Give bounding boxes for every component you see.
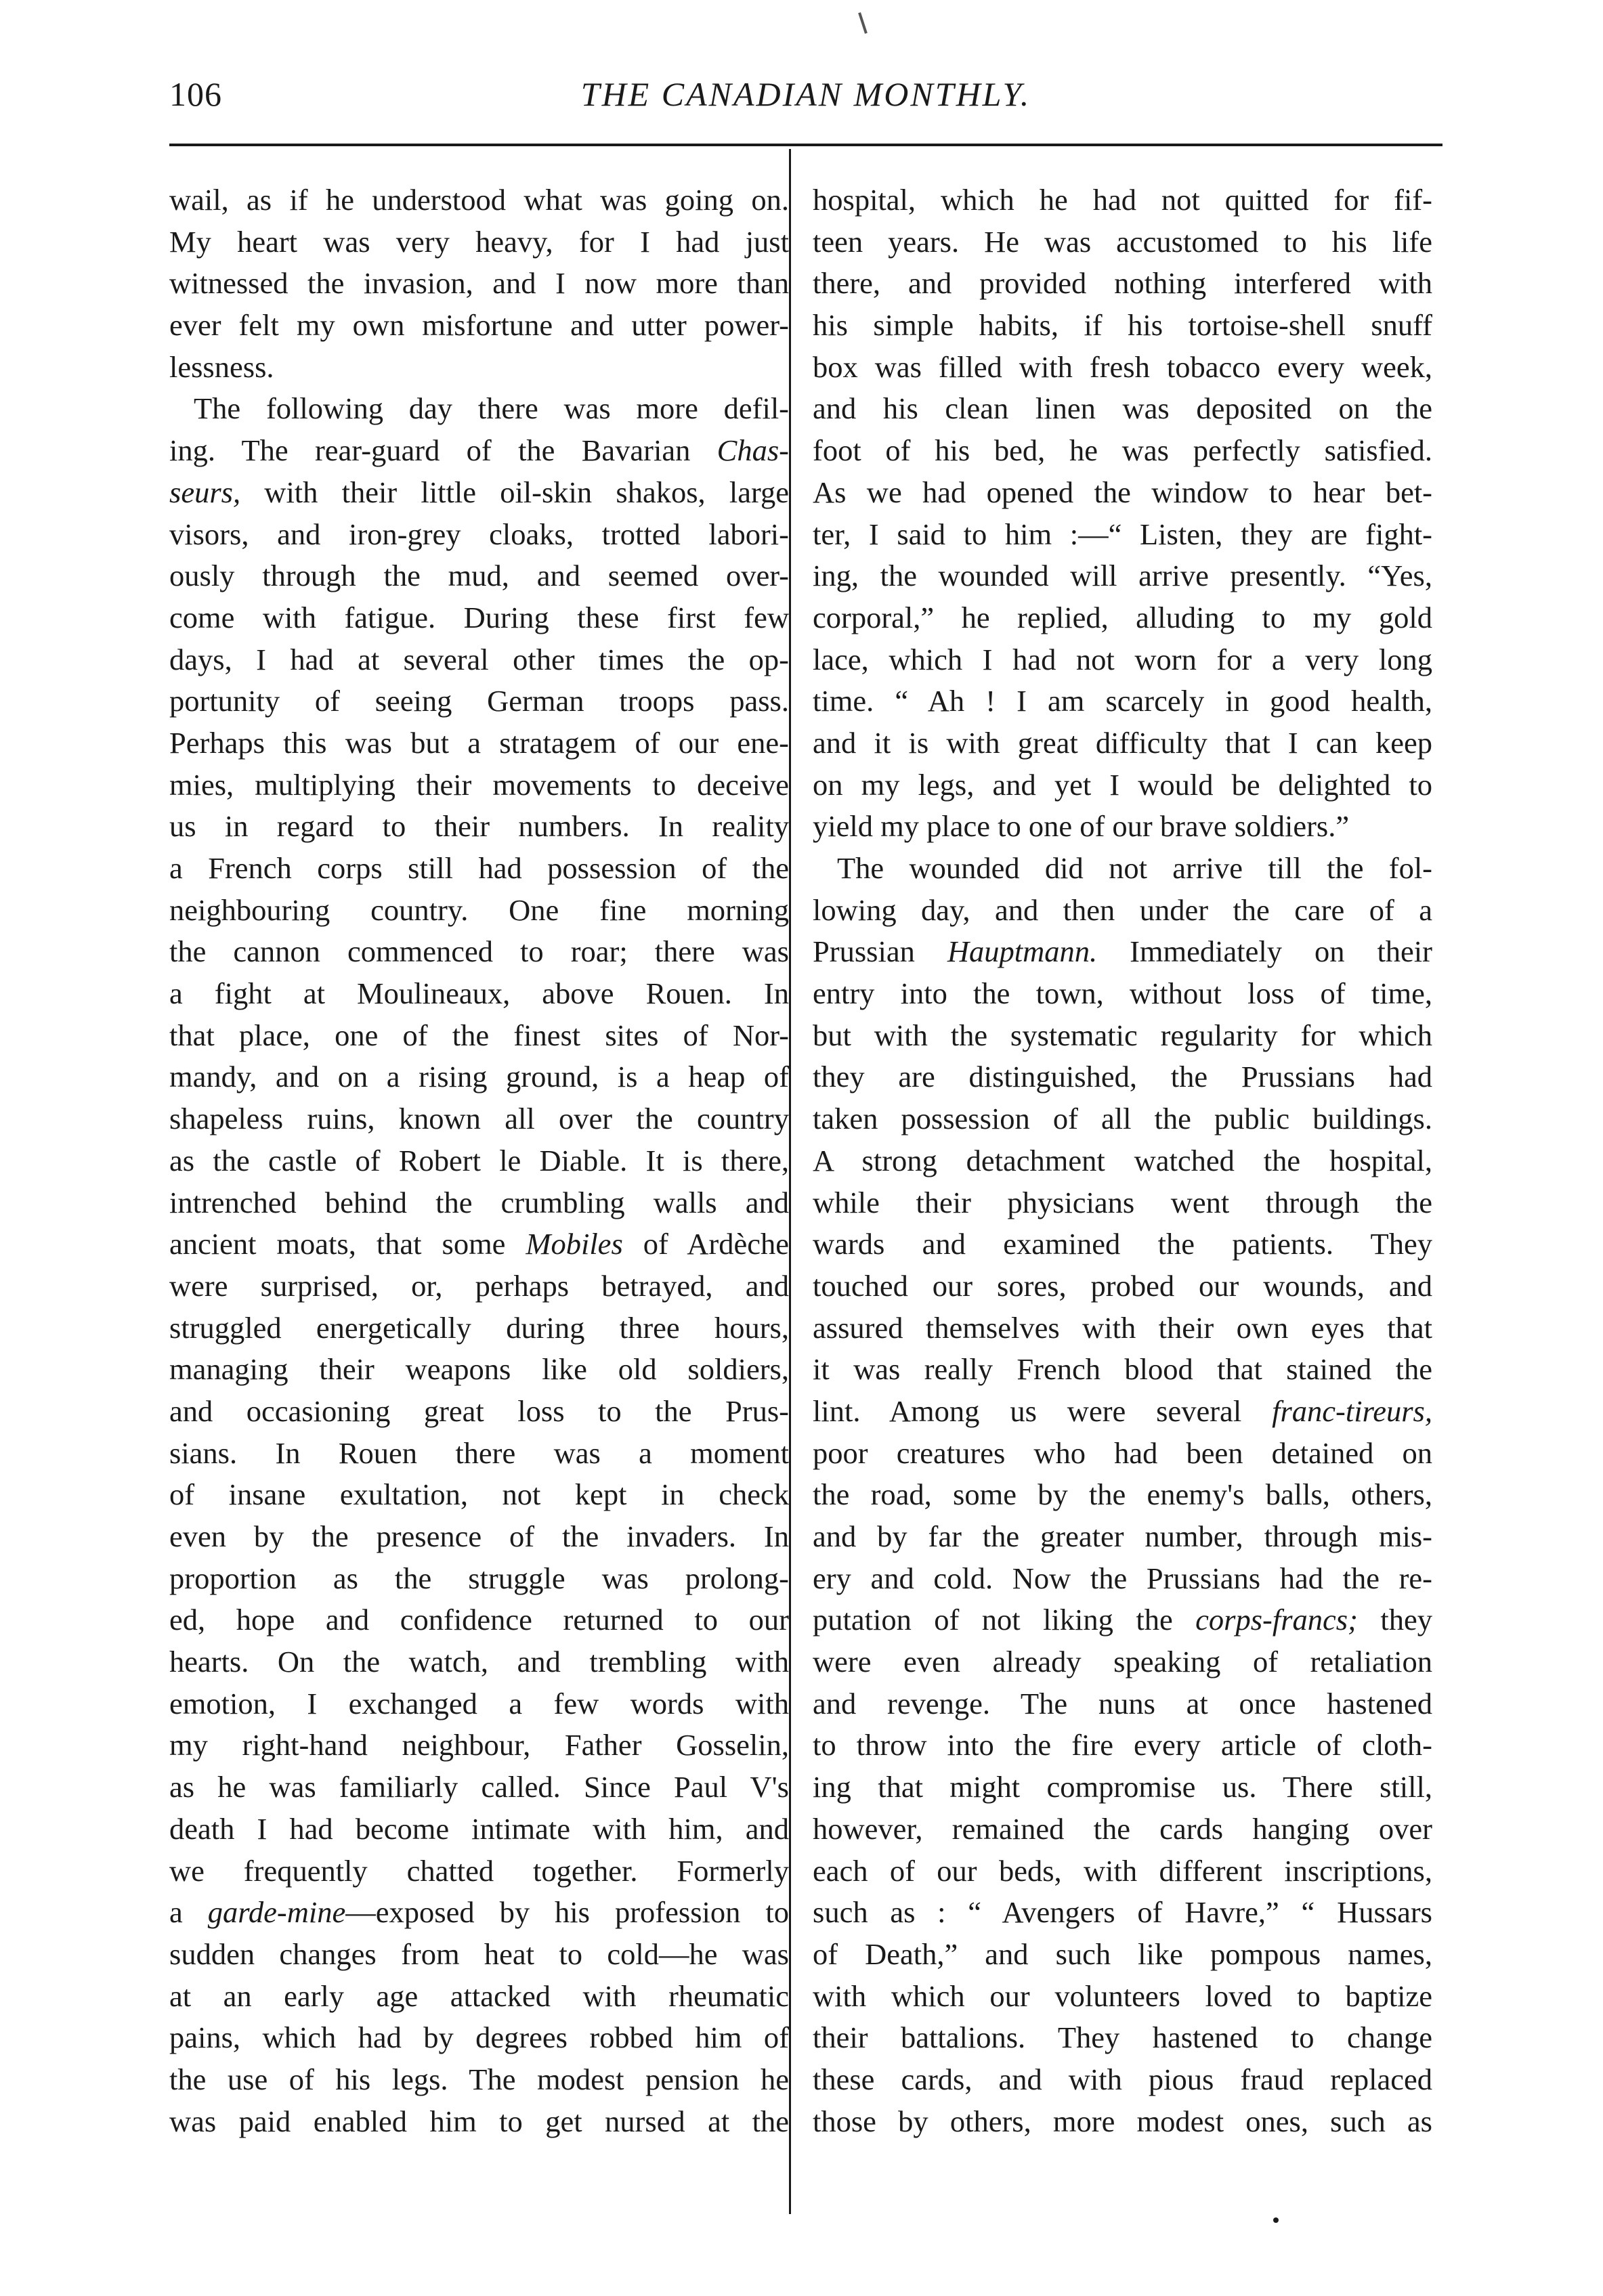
text-run: the use of his legs. The modest pension he — [169, 2062, 789, 2096]
text-run: while their physicians went through the — [813, 1185, 1432, 1219]
text-line — [813, 1808, 1432, 1850]
text-run: were surprised, or, perhaps betrayed, and — [169, 1268, 789, 1303]
header-rule — [169, 144, 1442, 146]
text-line — [813, 1599, 1432, 1641]
text-run: entry into the town, without loss of time, — [813, 976, 1432, 1011]
text-run: hospital, which he had not quitted for fif- — [813, 183, 1432, 217]
text-run: ed, hope and confidence returned to our — [169, 1603, 789, 1637]
text-run: ing that might compromise us. There still, — [813, 1770, 1432, 1804]
text-run: they are distinguished, the Prussians had — [813, 1060, 1432, 1094]
text-run: time. “ Ah ! I am scarcely in good health, — [813, 684, 1432, 718]
text-line — [813, 1433, 1432, 1475]
text-run: the road, some by the enemy's balls, others, — [813, 1477, 1432, 1512]
text-run: my right-hand neighbour, Father Gosselin, — [169, 1728, 789, 1762]
text-line — [169, 347, 789, 389]
text-line — [813, 472, 1432, 514]
text-run: lowing day, and then under the care of a — [813, 892, 1432, 927]
text-line — [169, 1934, 789, 1976]
text-run: we frequently chatted together. Formerly — [169, 1853, 789, 1888]
text-line — [169, 1516, 789, 1558]
text-line — [169, 1349, 789, 1391]
text-line — [169, 2101, 789, 2143]
text-line — [169, 1683, 789, 1725]
text-line — [169, 639, 789, 681]
text-line — [169, 221, 789, 263]
text-run: hearts. On the watch, and trembling with — [169, 1645, 789, 1679]
text-line — [813, 555, 1432, 597]
text-line — [169, 2017, 789, 2059]
text-line — [169, 179, 789, 221]
text-line — [169, 263, 789, 305]
text-line — [813, 890, 1432, 932]
text-run: corporal,” he replied, alluding to my gold — [813, 600, 1432, 634]
text-run: lace, which I had not worn for a very long — [813, 642, 1432, 676]
text-line — [169, 1098, 789, 1140]
text-line — [813, 1474, 1432, 1516]
italic-text: corps-francs; — [1195, 1603, 1358, 1637]
text-run: putation of not liking the — [813, 1603, 1196, 1637]
text-run: taken possession of all the public buildings. — [813, 1102, 1432, 1136]
text-line — [169, 1307, 789, 1349]
italic-text: Hauptmann. — [947, 934, 1098, 969]
text-run: sudden changes from heat to cold—he was — [169, 1936, 789, 1971]
text-run: The following day there was more defil- — [194, 391, 789, 426]
left-column — [169, 179, 789, 2142]
text-line — [813, 1015, 1432, 1057]
text-line — [169, 931, 789, 973]
italic-text: Chas- — [717, 433, 789, 468]
text-line — [169, 1265, 789, 1307]
text-run: of Death,” and such like pompous names, — [813, 1936, 1432, 1971]
text-line — [813, 1976, 1432, 2018]
text-run: —exposed by his profession to — [345, 1895, 789, 1930]
text-line — [169, 388, 789, 430]
italic-text: garde-mine — [207, 1895, 346, 1930]
text-run: the cannon commenced to roar; there was — [169, 934, 789, 969]
page-number: 106 — [169, 75, 222, 113]
text-run: was paid enabled him to get nursed at the — [169, 2104, 789, 2138]
text-run: these cards, and with pious fraud replaced — [813, 2062, 1432, 2096]
text-line — [813, 1056, 1432, 1098]
text-line — [813, 1265, 1432, 1307]
text-line — [169, 1182, 789, 1224]
text-line — [169, 1558, 789, 1600]
text-run: Prussian — [813, 934, 947, 969]
text-run: Immediately on their — [1097, 934, 1432, 969]
text-line — [813, 1767, 1432, 1808]
text-line — [169, 722, 789, 764]
text-run: ter, I said to him :—“ Listen, they are fight- — [813, 517, 1432, 551]
text-line — [813, 1934, 1432, 1976]
text-run: box was filled with fresh tobacco every week, — [813, 349, 1432, 384]
text-run: as the castle of Robert le Diable. It is there, — [169, 1143, 789, 1177]
text-line — [169, 1976, 789, 2018]
text-line — [169, 555, 789, 597]
text-run: of insane exultation, not kept in check — [169, 1477, 789, 1512]
text-line — [813, 430, 1432, 472]
text-run: at an early age attacked with rheumatic — [169, 1978, 789, 2013]
text-run: shapeless ruins, known all over the country — [169, 1102, 789, 1136]
print-dot — [1273, 2217, 1279, 2223]
text-line — [813, 806, 1432, 848]
text-line — [813, 263, 1432, 305]
text-run: ously through the mud, and seemed over- — [169, 559, 789, 593]
text-run: mandy, and on a rising ground, is a heap of — [169, 1060, 789, 1094]
text-run: portunity of seeing German troops pass. — [169, 684, 789, 718]
text-line — [169, 2059, 789, 2101]
text-line — [813, 1558, 1432, 1600]
text-line — [169, 1433, 789, 1475]
text-line — [169, 1015, 789, 1057]
text-line — [813, 347, 1432, 389]
text-run: but with the systematic regularity for which — [813, 1018, 1432, 1052]
text-run: sians. In Rouen there was a moment — [169, 1435, 789, 1470]
page-header — [169, 74, 1442, 122]
text-run: that place, one of the finest sites of Nor- — [169, 1018, 789, 1052]
text-run: their battalions. They hastened to change — [813, 2020, 1432, 2055]
text-line — [813, 931, 1432, 973]
text-run: wards and examined the patients. They — [813, 1227, 1432, 1261]
text-line — [169, 1391, 789, 1433]
text-run: My heart was very heavy, for I had just — [169, 224, 789, 259]
text-line — [169, 305, 789, 347]
text-run: and his clean linen was deposited on the — [813, 391, 1432, 426]
text-line — [813, 722, 1432, 764]
text-run: As we had opened the window to hear bet- — [813, 475, 1432, 509]
text-run: and it is with great difficulty that I can keep — [813, 725, 1432, 760]
text-line — [813, 2017, 1432, 2059]
right-column — [813, 179, 1432, 2142]
text-run: they — [1357, 1603, 1432, 1637]
text-run: a fight at Moulineaux, above Rouen. In — [169, 976, 789, 1011]
text-line — [813, 1182, 1432, 1224]
text-run: of Ardèche — [622, 1227, 789, 1261]
text-run: A strong detachment watched the hospital, — [813, 1143, 1432, 1177]
italic-text: Mobiles — [526, 1227, 623, 1261]
text-run: yield my place to one of our brave soldiers.” — [813, 809, 1350, 844]
text-line — [169, 764, 789, 806]
text-line — [813, 221, 1432, 263]
text-line — [169, 1140, 789, 1182]
text-run: were even already speaking of retaliation — [813, 1645, 1432, 1679]
text-line — [813, 1223, 1432, 1265]
text-run: there, and provided nothing interfered with — [813, 266, 1432, 301]
text-run: and occasioning great loss to the Prus- — [169, 1393, 789, 1428]
text-run: proportion as the struggle was prolong- — [169, 1561, 789, 1595]
text-run: poor creatures who had been detained on — [813, 1435, 1432, 1470]
text-run: even by the presence of the invaders. In — [169, 1519, 789, 1553]
text-run: come with fatigue. During these first few — [169, 600, 789, 634]
text-line — [169, 430, 789, 472]
text-run: foot of his bed, he was perfectly satisfied. — [813, 433, 1432, 468]
text-run: death I had become intimate with him, and — [169, 1811, 789, 1846]
text-line — [169, 1641, 789, 1683]
text-run: teen years. He was accustomed to his life — [813, 224, 1432, 259]
text-line — [169, 1725, 789, 1767]
text-line — [813, 1349, 1432, 1391]
text-line — [169, 890, 789, 932]
italic-text: franc-tireurs, — [1272, 1393, 1432, 1428]
running-title: THE CANADIAN MONTHLY. — [580, 75, 1031, 113]
text-line — [169, 1808, 789, 1850]
text-run: managing their weapons like old soldiers, — [169, 1352, 789, 1387]
text-run: mies, multiplying their movements to deceive — [169, 767, 789, 802]
text-run: each of our beds, with different inscriptions, — [813, 1853, 1432, 1888]
text-line — [169, 1599, 789, 1641]
text-line — [169, 472, 789, 514]
text-run: with which our volunteers loved to baptize — [813, 1978, 1432, 2013]
text-line — [169, 806, 789, 848]
text-run: a French corps still had possession of the — [169, 851, 789, 885]
text-line — [813, 764, 1432, 806]
text-run: assured themselves with their own eyes that — [813, 1310, 1432, 1345]
text-run: a — [169, 1895, 208, 1930]
text-run: pains, which had by degrees robbed him of — [169, 2020, 789, 2055]
text-line — [813, 1850, 1432, 1892]
text-line — [813, 848, 1432, 890]
text-run: us in regard to their numbers. In reality — [169, 809, 789, 844]
text-line — [169, 848, 789, 890]
text-line — [169, 973, 789, 1015]
text-run: ever felt my own misfortune and utter power- — [169, 308, 789, 343]
text-run: his simple habits, if his tortoise-shell snuff — [813, 308, 1432, 343]
text-line — [169, 1056, 789, 1098]
text-run: intrenched behind the crumbling walls and — [169, 1185, 789, 1219]
print-speck — [858, 12, 868, 34]
text-run: ancient moats, that some — [169, 1227, 526, 1261]
text-run: wail, as if he understood what was going on. — [169, 183, 789, 217]
text-run: lessness. — [169, 349, 274, 384]
text-line — [813, 388, 1432, 430]
text-run: ing. The rear-guard of the Bavarian — [169, 433, 717, 468]
text-run: ery and cold. Now the Prussians had the re- — [813, 1561, 1432, 1595]
text-line — [813, 680, 1432, 722]
text-line — [169, 1474, 789, 1516]
text-run: witnessed the invasion, and I now more than — [169, 266, 789, 301]
text-run: The wounded did not arrive till the fol- — [837, 851, 1432, 885]
text-run: and by far the greater number, through mis- — [813, 1519, 1432, 1553]
text-line — [169, 514, 789, 556]
text-run: as he was familiarly called. Since Paul V's — [169, 1770, 789, 1804]
text-line — [813, 973, 1432, 1015]
text-run: it was really French blood that stained the — [813, 1352, 1432, 1387]
text-line — [813, 1641, 1432, 1683]
text-line — [813, 2101, 1432, 2143]
text-line — [169, 1223, 789, 1265]
text-line — [169, 597, 789, 639]
text-run: visors, and iron-grey cloaks, trotted labori- — [169, 517, 789, 551]
text-line — [169, 1850, 789, 1892]
text-line — [813, 1516, 1432, 1558]
text-run: such as : “ Avengers of Havre,” “ Hussars — [813, 1895, 1432, 1930]
text-line — [813, 1892, 1432, 1934]
text-run: touched our sores, probed our wounds, and — [813, 1268, 1432, 1303]
column-divider — [789, 149, 791, 2214]
text-run: with their little oil-skin shakos, large — [240, 475, 789, 509]
text-line — [169, 680, 789, 722]
text-line — [813, 1307, 1432, 1349]
text-run: however, remained the cards hanging over — [813, 1811, 1432, 1846]
text-line — [813, 179, 1432, 221]
text-run: emotion, I exchanged a few words with — [169, 1686, 789, 1720]
text-line — [813, 1725, 1432, 1767]
text-line — [813, 1140, 1432, 1182]
text-run: lint. Among us were several — [813, 1393, 1273, 1428]
text-run: on my legs, and yet I would be delighted to — [813, 767, 1432, 802]
text-line — [813, 639, 1432, 681]
text-run: ing, the wounded will arrive presently. “Yes, — [813, 559, 1432, 593]
text-run: neighbouring country. One fine morning — [169, 892, 789, 927]
text-line — [813, 305, 1432, 347]
text-run: Perhaps this was but a stratagem of our ene- — [169, 725, 789, 760]
text-line — [813, 2059, 1432, 2101]
text-run: those by others, more modest ones, such as — [813, 2104, 1432, 2138]
text-line — [813, 514, 1432, 556]
text-line — [813, 1683, 1432, 1725]
text-run: to throw into the fire every article of cloth- — [813, 1728, 1432, 1762]
text-run: days, I had at several other times the op- — [169, 642, 789, 676]
italic-text: seurs, — [169, 475, 241, 509]
text-line — [169, 1767, 789, 1808]
text-line — [813, 1391, 1432, 1433]
text-line — [813, 597, 1432, 639]
text-line — [813, 1098, 1432, 1140]
text-run: struggled energetically during three hours, — [169, 1310, 789, 1345]
text-line — [169, 1892, 789, 1934]
text-run: and revenge. The nuns at once hastened — [813, 1686, 1432, 1720]
